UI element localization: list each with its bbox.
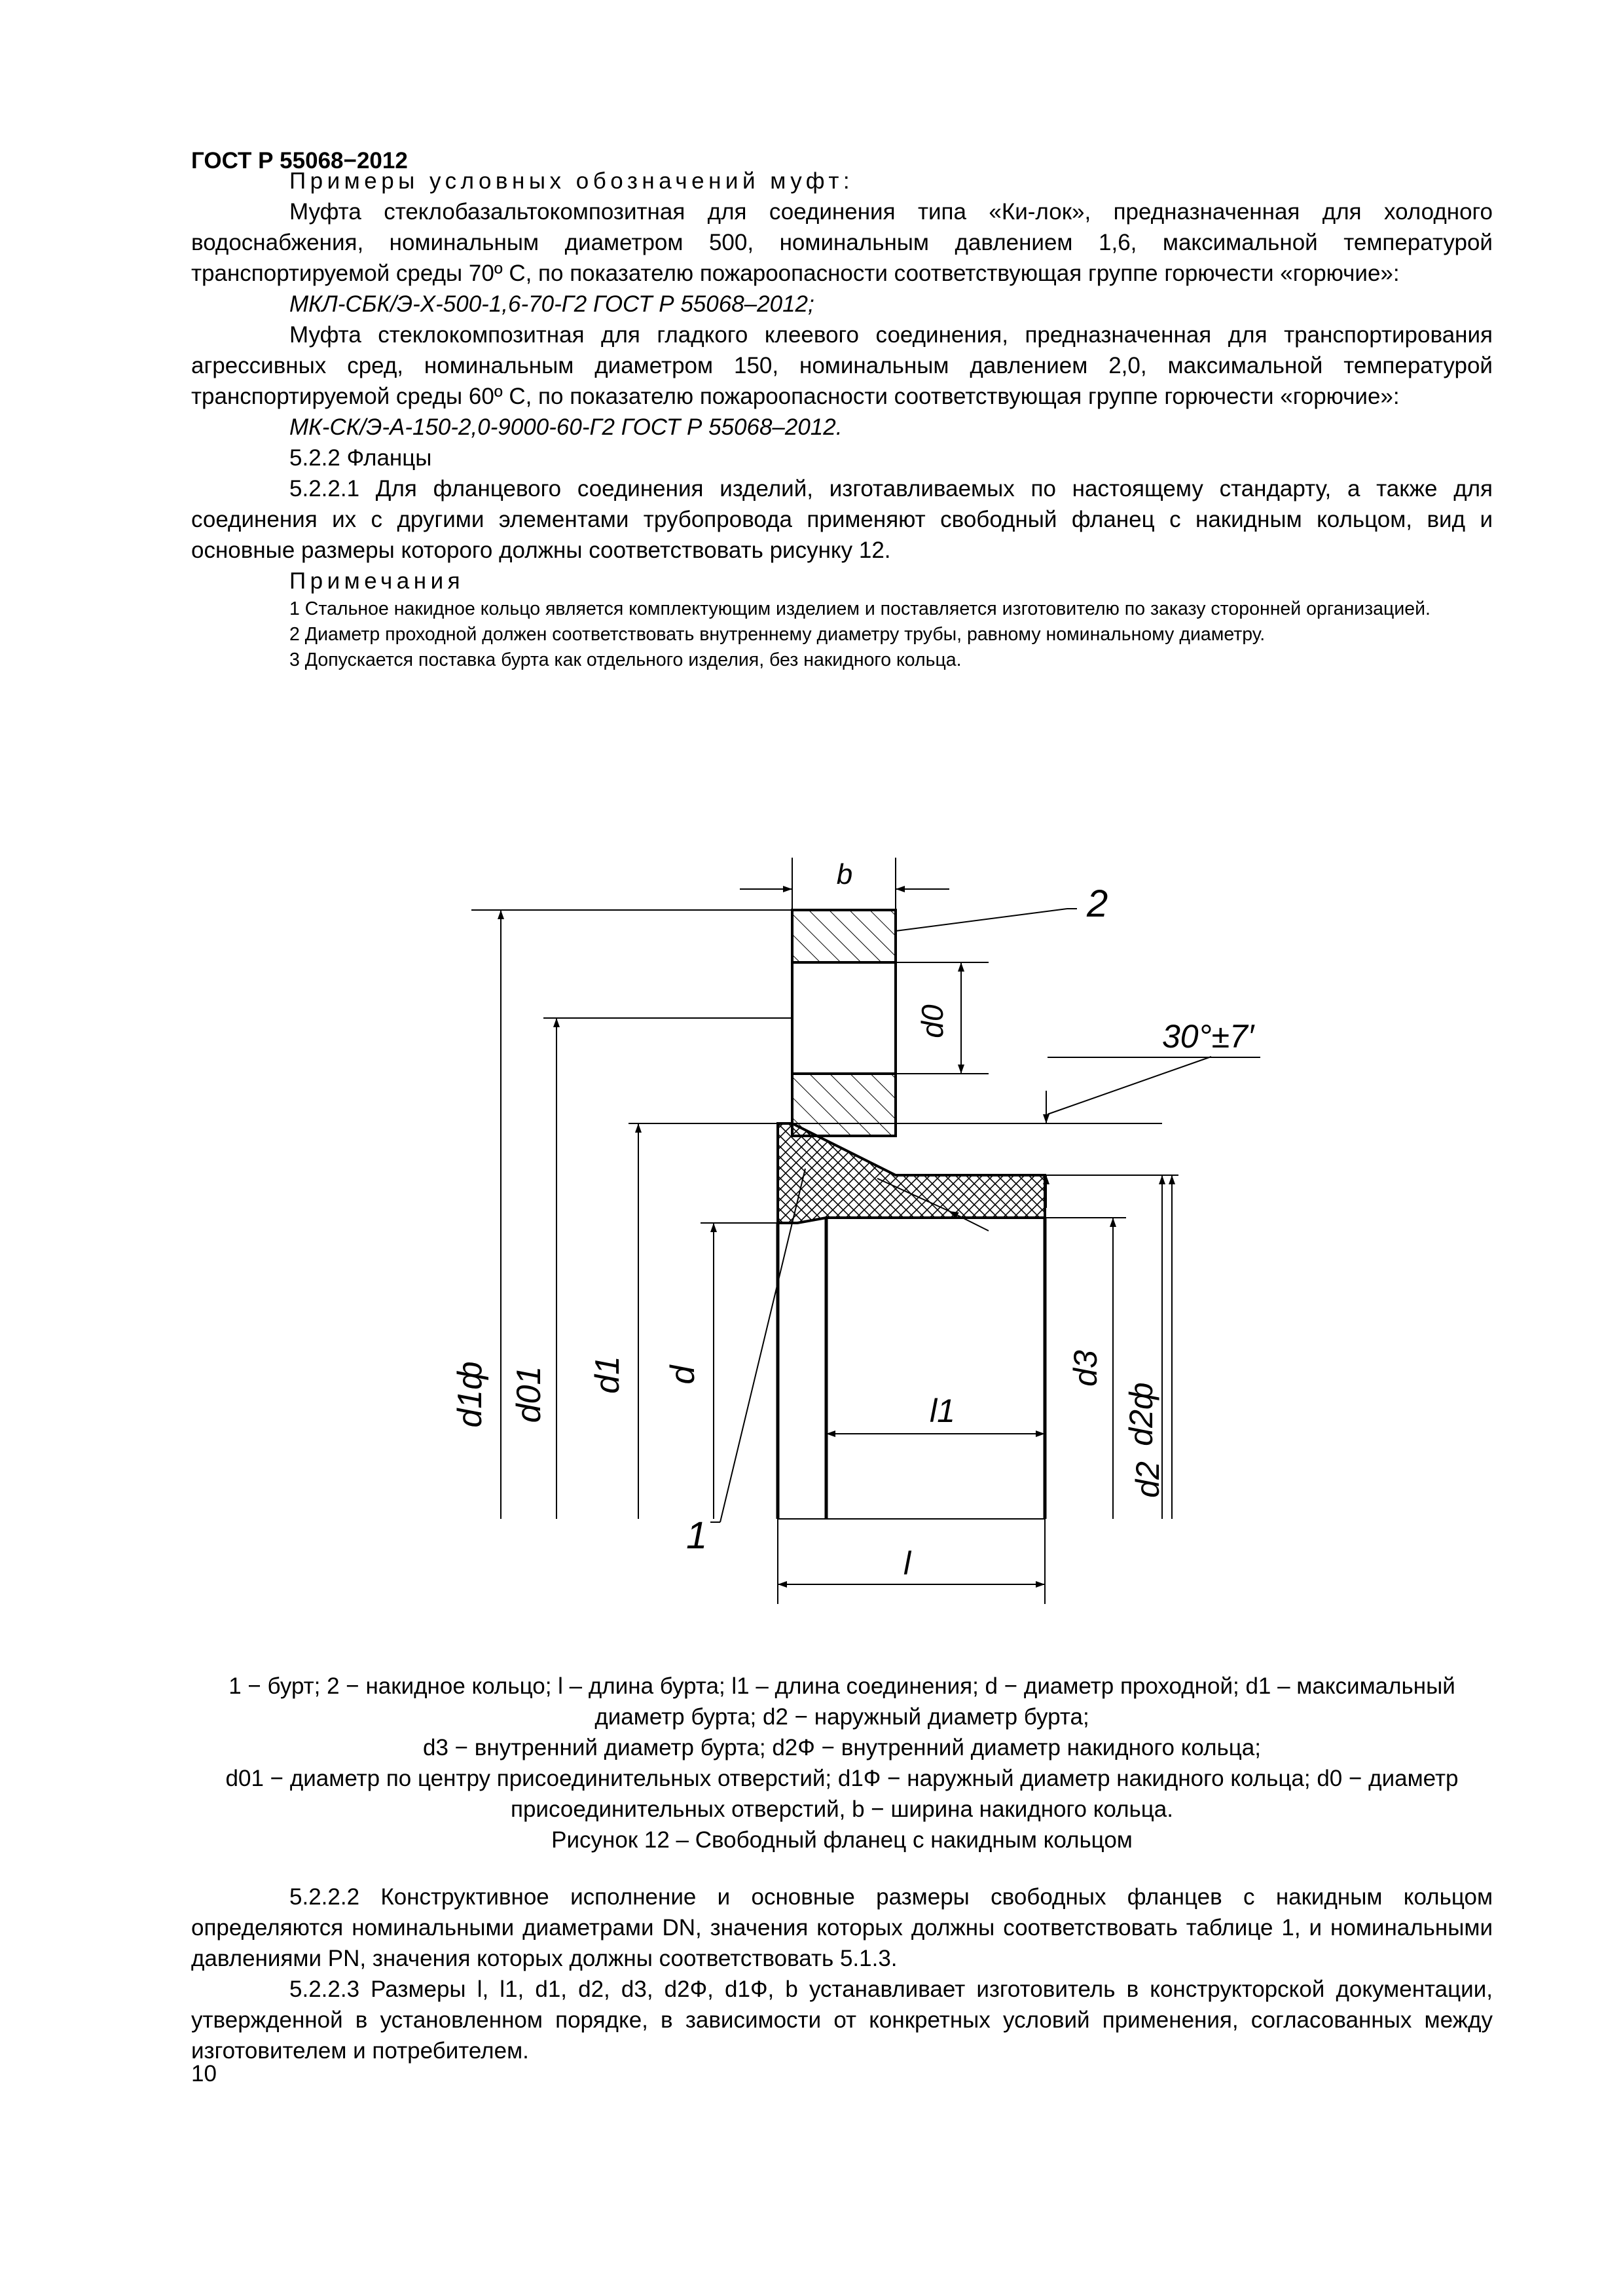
example-2-code: МК-СК/Э-А-150-2,0-9000-60-Г2 ГОСТ Р 55068–2012. xyxy=(289,414,843,440)
paragraph-5-2-2-3: 5.2.2.3 Размеры l, l1, d1, d2, d3, d2Ф, d1Ф, b устанавливает изготовитель в конструкторской документации, утвержденной в установленном порядке, в зависимости от конкретных условий применения, согласованных между изготовителем и потребителем. xyxy=(191,1977,1493,2064)
paragraph-5-2-2-2: 5.2.2.2 Конструктивное исполнение и основные размеры свободных фланцев с накидным кольцом определяются номинальными диаметрами DN, значения которых должны соответствовать таблице 1, и номинальными давлениями PN, значения которых должны соответствовать 5.1.3. xyxy=(191,1884,1493,1971)
callout-1 xyxy=(686,1169,805,1557)
caption-line-2: d3 − внутренний диаметр бурта; d2Ф − внутренний диаметр накидного кольца; xyxy=(422,1735,1261,1760)
document-header: ГОСТ Р 55068−2012 xyxy=(191,148,408,173)
page-number: 10 xyxy=(191,2061,217,2086)
bort-part xyxy=(778,1123,1045,1519)
callout-2 xyxy=(896,883,1108,931)
label-d1: d1 xyxy=(589,1356,627,1394)
caption-line-1: 1 − бурт; 2 − накидное кольцо; l – длина бурта; l1 – длина соединения; d − диаметр проходной; d1 – максимальный диаметр бурта; d2 − наружный диаметр бурта; xyxy=(228,1673,1455,1730)
dimension-d1f xyxy=(451,910,792,1519)
section-heading-flanges: 5.2.2 Фланцы xyxy=(289,445,432,471)
caption-line-3: d01 − диаметр по центру присоединительных отверстий; d1Ф − наружный диаметр накидного кольца; d0 − диаметр присоединительных отверстий, b − ширина накидного кольца. xyxy=(225,1766,1459,1822)
callout-2-label: 2 xyxy=(1087,883,1108,925)
dimension-d01 xyxy=(510,1018,792,1519)
dimension-d1 xyxy=(589,1123,778,1519)
label-l1: l1 xyxy=(930,1393,955,1429)
label-d01: d01 xyxy=(510,1366,548,1423)
examples-heading: Примеры условных обозначений муфт: xyxy=(289,168,854,194)
label-d0: d0 xyxy=(915,1004,949,1038)
figure-caption xyxy=(191,1671,1493,1855)
example-2-text: Муфта стеклокомпозитная для гладкого клеевого соединения, предназначенная для транспортирования агрессивных сред, номинальным диаметром 150, номинальным давлением 2,0, максимальной температурой транспортируемой среды 60º С, по показателю пожароопасности соответствующая группе горючести «горючие»: xyxy=(191,322,1493,409)
dimension-d xyxy=(664,1223,778,1519)
note-2: 2 Диаметр проходной должен соответствовать внутреннему диаметру трубы, равному номинальному диаметру. xyxy=(289,624,1266,645)
example-1-text: Муфта стеклобазальтокомпозитная для соединения типа «Ки-лок», предназначенная для холодного водоснабжения, номинальным диаметром 500, номинальным давлением 1,6, максимальной температурой транспортируемой среды 70º С, по показателю пожароопасности соответствующая группе горючести «горючие»: xyxy=(191,199,1493,286)
dimension-l1 xyxy=(826,1393,1045,1434)
note-1: 1 Стальное накидное кольцо является комплектующим изделием и поставляется изготовителю по заказу сторонней организацией. xyxy=(289,598,1431,619)
dimension-d3 xyxy=(1045,1218,1126,1519)
body-bottom xyxy=(191,1882,1493,2066)
label-d: d xyxy=(664,1365,702,1385)
dimension-d0 xyxy=(896,962,989,1074)
dimension-d2 xyxy=(1129,1175,1178,1519)
label-d3: d3 xyxy=(1067,1350,1104,1387)
notes-heading: Примечания xyxy=(289,568,465,594)
figure-title: Рисунок 12 – Свободный фланец с накидным кольцом xyxy=(551,1827,1133,1853)
dimension-b xyxy=(740,858,949,910)
dimension-l xyxy=(778,1519,1045,1604)
label-l: l xyxy=(903,1545,911,1582)
ring-part xyxy=(792,910,896,1136)
label-b: b xyxy=(836,858,853,890)
label-d2: d2 xyxy=(1129,1461,1166,1498)
callout-1-label: 1 xyxy=(686,1514,708,1557)
label-d2f: d2ф xyxy=(1123,1382,1159,1446)
label-d1f: d1ф xyxy=(451,1361,489,1428)
label-angle: 30°±7′ xyxy=(1162,1018,1254,1055)
example-1-code: МКЛ-СБК/Э-Х-500-1,6-70-Г2 ГОСТ Р 55068–2012; xyxy=(289,291,814,317)
paragraph-5-2-2-1: 5.2.2.1 Для фланцевого соединения изделий, изготавливаемых по настоящему стандарту, а также для соединения их с другими элементами трубопровода применяют свободный фланец с накидным кольцом, вид и основные размеры которого должны соответствовать рисунку 12. xyxy=(191,476,1493,563)
note-3: 3 Допускается поставка бурта как отдельного изделия, без накидного кольца. xyxy=(289,649,962,670)
